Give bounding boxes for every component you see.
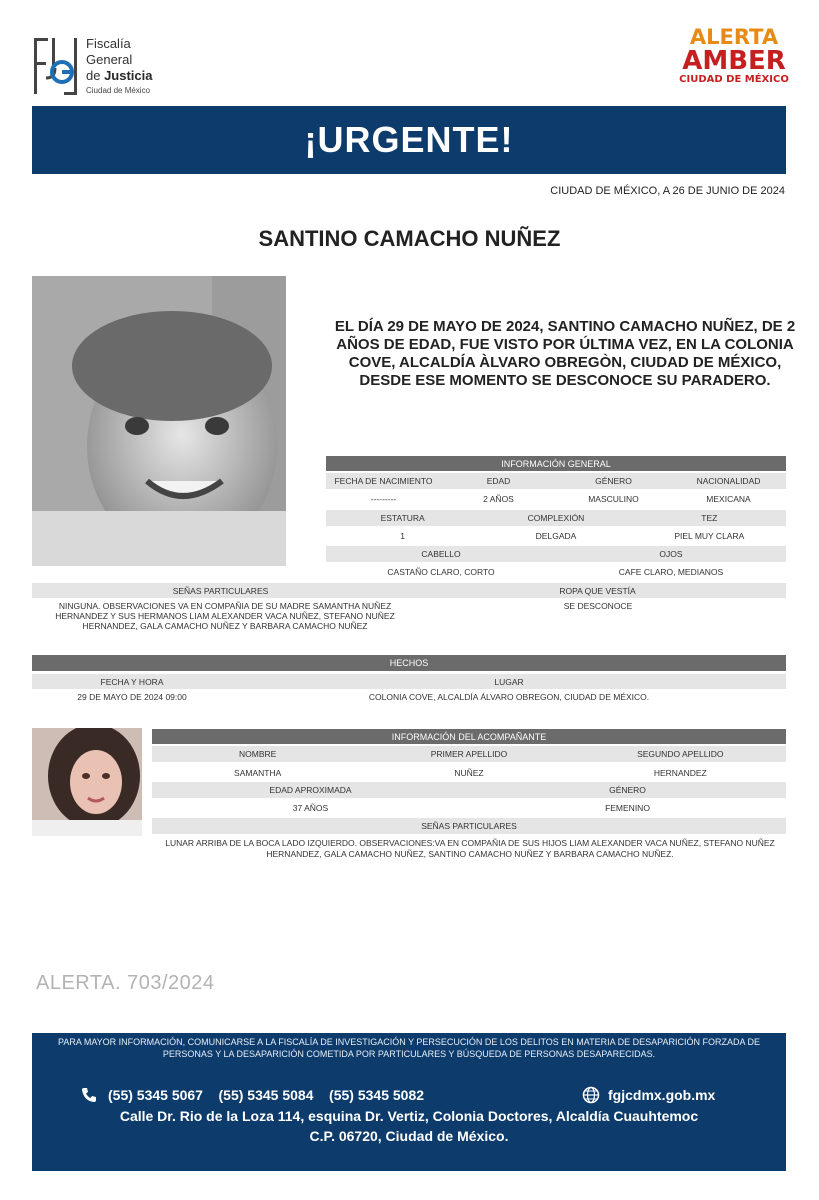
value-place: COLONIA COVE, ALCALDÍA ÁLVARO OBREGON, CIUDAD DE MÉXICO. — [368, 692, 650, 702]
fgj-name — [86, 36, 153, 84]
fgj-line3-pre: de — [86, 68, 105, 83]
web-icon — [582, 1086, 600, 1104]
label-birthdate: FECHA DE NACIMIENTO — [334, 476, 433, 486]
companion-row1-labels — [152, 746, 786, 762]
label-second-surname: SEGUNDO APELLIDO — [637, 749, 724, 759]
general-row1-labels — [326, 473, 786, 489]
value-companion-marks: LUNAR ARRIBA DE LA BOCA LADO IZQUIERDO. OBSERVACIONES:VA EN COMPAÑIA DE SUS HIJOS LIAM ALEXANDER VACA NUÑEZ, STEFANO NUÑEZ HERNANDEZ, GALA CAMACHO NUÑEZ, SANTINO CAMACHO NUÑEZ Y BARBARA CAMACHO NUÑEZ. — [165, 838, 775, 859]
label-approx-age: EDAD APROXIMADA — [269, 785, 352, 795]
value-eyes: CAFE CLARO, MEDIANOS — [618, 567, 724, 577]
label-place: LUGAR — [494, 676, 524, 687]
label-height: ESTATURA — [380, 513, 425, 523]
general-row3-labels — [326, 546, 786, 562]
fgj-line2: General — [86, 52, 133, 67]
footer-info-text: PARA MAYOR INFORMACIÓN, COMUNICARSE A LA FISCALÍA DE INVESTIGACIÓN Y PERSECUCIÓN DE LOS DELITOS EN MATERIA DE DESAPARICIÓN FORZADA DE PERSONAS Y LA DESAPARICIÓN COMETIDA POR PARTICULARES Y BÚSQUEDA DE PERSONAS DESAPARECIDAS. — [58, 1037, 760, 1059]
disappearance-description: EL DÍA 29 DE MAYO DE 2024, SANTINO CAMACHO NUÑEZ, DE 2 AÑOS DE EDAD, FUE VISTO POR ÚLTIMA VEZ, EN LA COLONIA COVE, ALCALDÍA ÀLVARO OBREGÒN, CIUDAD DE MÉXICO, DESDE ESE MOMENTO SE DESCONOCE SU PARADERO. — [334, 318, 796, 389]
value-date-time: 29 DE MAYO DE 2024 09:00 — [77, 692, 187, 702]
label-first-name: NOMBRE — [239, 749, 277, 759]
label-build: COMPLEXIÓN — [527, 513, 585, 523]
value-companion-gender: FEMENINO — [605, 802, 650, 813]
companion-row1-values — [152, 765, 786, 780]
companion-photo — [32, 728, 142, 836]
label-age: EDAD — [486, 476, 511, 486]
companion-senas-label-row — [152, 818, 786, 834]
companion-header — [152, 729, 786, 744]
value-second-surname: HERNANDEZ — [653, 767, 707, 778]
value-first-surname: NUÑEZ — [454, 767, 484, 778]
child-photo — [32, 276, 286, 566]
fgj-city: Ciudad de México — [86, 86, 151, 95]
companion-row2-labels — [152, 782, 786, 798]
phone-icon — [80, 1086, 98, 1104]
contact-footer — [32, 1033, 786, 1171]
value-complexion: PIEL MUY CLARA — [674, 531, 745, 541]
label-clothing: ROPA QUE VESTÍA — [559, 585, 636, 596]
footer-address — [32, 1106, 786, 1146]
footer-phones — [80, 1086, 424, 1104]
fgj-line3-bold: Justicia — [104, 68, 153, 83]
fgj-logo — [32, 34, 167, 100]
hechos-header — [32, 655, 786, 671]
value-height: 1 — [400, 531, 406, 541]
alert-number: ALERTA. 703/2024 — [36, 972, 215, 994]
label-eyes: OJOS — [659, 549, 683, 559]
value-nationality: MEXICANA — [706, 494, 751, 504]
label-companion-marks: SEÑAS PARTICULARES — [421, 821, 517, 831]
general-info-header — [326, 456, 786, 471]
value-build: DELGADA — [535, 531, 577, 541]
label-first-surname: PRIMER APELLIDO — [430, 749, 508, 759]
value-gender: MASCULINO — [588, 494, 639, 504]
value-age: 2 AÑOS — [483, 494, 514, 504]
fgj-line3 — [86, 68, 153, 84]
fgj-logo-icon — [32, 34, 80, 98]
amber-line3: CIUDAD DE MÉXICO — [679, 74, 789, 85]
address-line2: C.P. 06720, Ciudad de México. — [309, 1128, 509, 1144]
label-hair: CABELLO — [421, 549, 461, 559]
general-row1-values — [326, 491, 786, 507]
value-distinctive-marks: NINGUNA. OBSERVACIONES VA EN COMPAÑIA DE SU MADRE SAMANTHA NUÑEZ HERNANDEZ Y SUS HERMANOS LIAM ALEXANDER VACA NUÑEZ, STEFANO NUÑEZ HERNANDEZ, GALA CAMACHO NUÑEZ Y BARBARA CAMACHO NUÑEZ — [55, 601, 395, 631]
hechos-title: HECHOS — [389, 658, 429, 668]
label-nationality: NACIONALIDAD — [696, 476, 761, 486]
footer-website — [582, 1086, 715, 1104]
value-hair: CASTAÑO CLARO, CORTO — [387, 567, 495, 577]
companion-title: INFORMACIÓN DEL ACOMPAÑANTE — [391, 731, 547, 742]
hechos-values-row — [32, 690, 786, 704]
label-distinctive-marks: SEÑAS PARTICULARES — [172, 585, 269, 596]
fgj-line1: Fiscalía — [86, 36, 131, 51]
senas-labels-row — [32, 583, 786, 598]
general-row2-labels — [326, 510, 786, 526]
label-companion-gender: GÉNERO — [609, 785, 646, 795]
phone-numbers: (55) 5345 5067 (55) 5345 5084 (55) 5345 5082 — [108, 1087, 425, 1103]
value-first-name: SAMANTHA — [234, 767, 282, 778]
value-clothing: SE DESCONOCE — [563, 601, 633, 611]
alerta-amber-logo — [676, 26, 792, 100]
companion-row2-values — [152, 800, 786, 815]
issue-date: CIUDAD DE MÉXICO, A 26 DE JUNIO DE 2024 — [550, 185, 785, 197]
missing-person-name: SANTINO CAMACHO NUÑEZ — [258, 226, 561, 251]
general-row2-values — [326, 528, 786, 544]
value-birthdate: --------- — [370, 494, 397, 504]
amber-line2: AMBER — [682, 46, 786, 76]
amber-line1: ALERTA — [689, 25, 779, 49]
value-approx-age: 37 AÑOS — [292, 802, 329, 813]
general-info-title: INFORMACIÓN GENERAL — [501, 458, 611, 469]
urgent-banner — [32, 106, 786, 174]
label-complexion: TEZ — [701, 513, 718, 523]
label-gender: GÉNERO — [595, 476, 632, 486]
address-line1: Calle Dr. Rio de la Loza 114, esquina Dr. Vertiz, Colonia Doctores, Alcaldía Cuauhtemoc — [119, 1108, 699, 1124]
general-row3-values — [326, 564, 786, 580]
urgent-title: ¡URGENTE! — [304, 119, 514, 160]
hechos-labels-row — [32, 674, 786, 689]
website-url[interactable]: fgjcdmx.gob.mx — [608, 1087, 716, 1103]
label-date-time: FECHA Y HORA — [100, 676, 164, 687]
